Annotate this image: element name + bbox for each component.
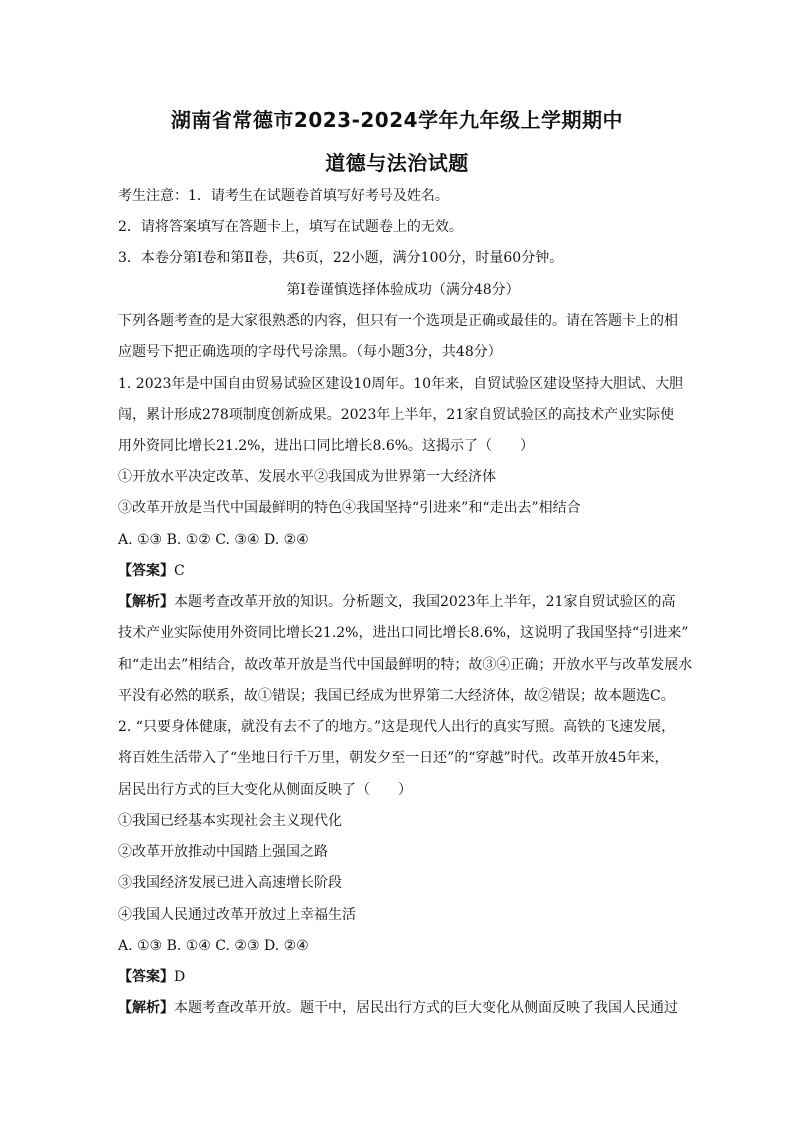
q1-analysis-line: 平没有必然的联系，故①错误；我国已经成为世界第二大经济体，故②错误；故本题选C。 <box>118 688 675 704</box>
q1-analysis-line: 技术产业实际使用外资同比增长21.2%，进出口同比增长8.6%，这说明了我国坚持“引进来” <box>118 625 689 641</box>
q2-statement: ③我国经济发展已进入高速增长阶段 <box>118 875 342 891</box>
q1-analysis <box>118 592 688 612</box>
answer-value: D <box>174 969 186 985</box>
q1-answer <box>118 561 688 581</box>
q2-stem-line: 将百姓生活带入了“坐地日行千万里，朝发夕至一日还”的“穿越”时代。改革开放45年来， <box>118 750 669 766</box>
q1-statement: ①开放水平决定改革、发展水平②我国成为世界第一大经济体 <box>118 469 496 485</box>
note-2: 2．请将答案填写在答题卡上，填写在试题卷上的无效。 <box>118 219 463 235</box>
q2-options: A. ①③ B. ①④ C. ②③ D. ②④ <box>118 938 309 954</box>
q2-answer <box>118 967 688 987</box>
analysis-text: 本题考查改革开放的知识。分析题文，我国2023年上半年，21家自贸试验区的高 <box>174 594 676 610</box>
q2-stem-line: 2. “只要身体健康，就没有去不了的地方。”这是现代人出行的真实写照。高铁的飞速发展， <box>118 719 676 735</box>
q2-statement: ①我国已经基本实现社会主义现代化 <box>118 813 342 829</box>
q1-analysis-line: 和“走出去”相结合，故改革开放是当代中国最鲜明的特；故③④正确；开放水平与改革发展水 <box>118 657 693 673</box>
answer-label: 【答案】 <box>118 563 174 579</box>
q2-statement: ④我国人民通过改革开放过上幸福生活 <box>118 907 356 923</box>
section-heading: 第Ⅰ卷谨慎选择体验成功（满分48分） <box>286 282 520 298</box>
exam-subtitle: 道德与法治试题 <box>325 151 469 175</box>
q2-statement: ②改革开放推动中国踏上强国之路 <box>118 844 328 860</box>
answer-label: 【答案】 <box>118 969 174 985</box>
q1-statement: ③改革开放是当代中国最鲜明的特色④我国坚持“引进来”和“走出去”相结合 <box>118 500 581 516</box>
analysis-label: 【解析】 <box>118 1000 174 1016</box>
q2-stem-line: 居民出行方式的巨大变化从侧面反映了（ ） <box>118 782 412 798</box>
q1-stem-line: 用外资同比增长21.2%，进出口同比增长8.6%。这揭示了（ ） <box>118 438 535 454</box>
q1-stem-line: 闯，累计形成278项制度创新成果。2023年上半年，21家自贸试验区的高技术产业实际使 <box>118 407 675 423</box>
note-1: 考生注意：1．请考生在试题卷首填写好考号及姓名。 <box>118 188 449 204</box>
answer-value: C <box>174 563 185 579</box>
instructions-line: 应题号下把正确选项的字母代号涂黑。（每小题3分，共48分） <box>118 344 502 360</box>
exam-title: 湖南省常德市2023-2024学年九年级上学期期中 <box>170 108 624 132</box>
note-3: 3．本卷分第Ⅰ卷和第Ⅱ卷，共6页，22小题，满分100分，时量60分钟。 <box>118 250 564 266</box>
q2-analysis <box>118 998 688 1018</box>
q1-stem-line: 1. 2023年是中国自由贸易试验区建设10周年。10年来，自贸试验区建设坚持大胆试、大胆 <box>118 376 684 392</box>
analysis-label: 【解析】 <box>118 594 174 610</box>
q1-options: A. ①③ B. ①② C. ③④ D. ②④ <box>118 532 309 548</box>
instructions-line: 下列各题考查的是大家很熟悉的内容，但只有一个选项是正确或最佳的。请在答题卡上的相 <box>118 313 678 329</box>
analysis-text: 本题考查改革开放。题干中，居民出行方式的巨大变化从侧面反映了我国人民通过 <box>174 1000 678 1016</box>
